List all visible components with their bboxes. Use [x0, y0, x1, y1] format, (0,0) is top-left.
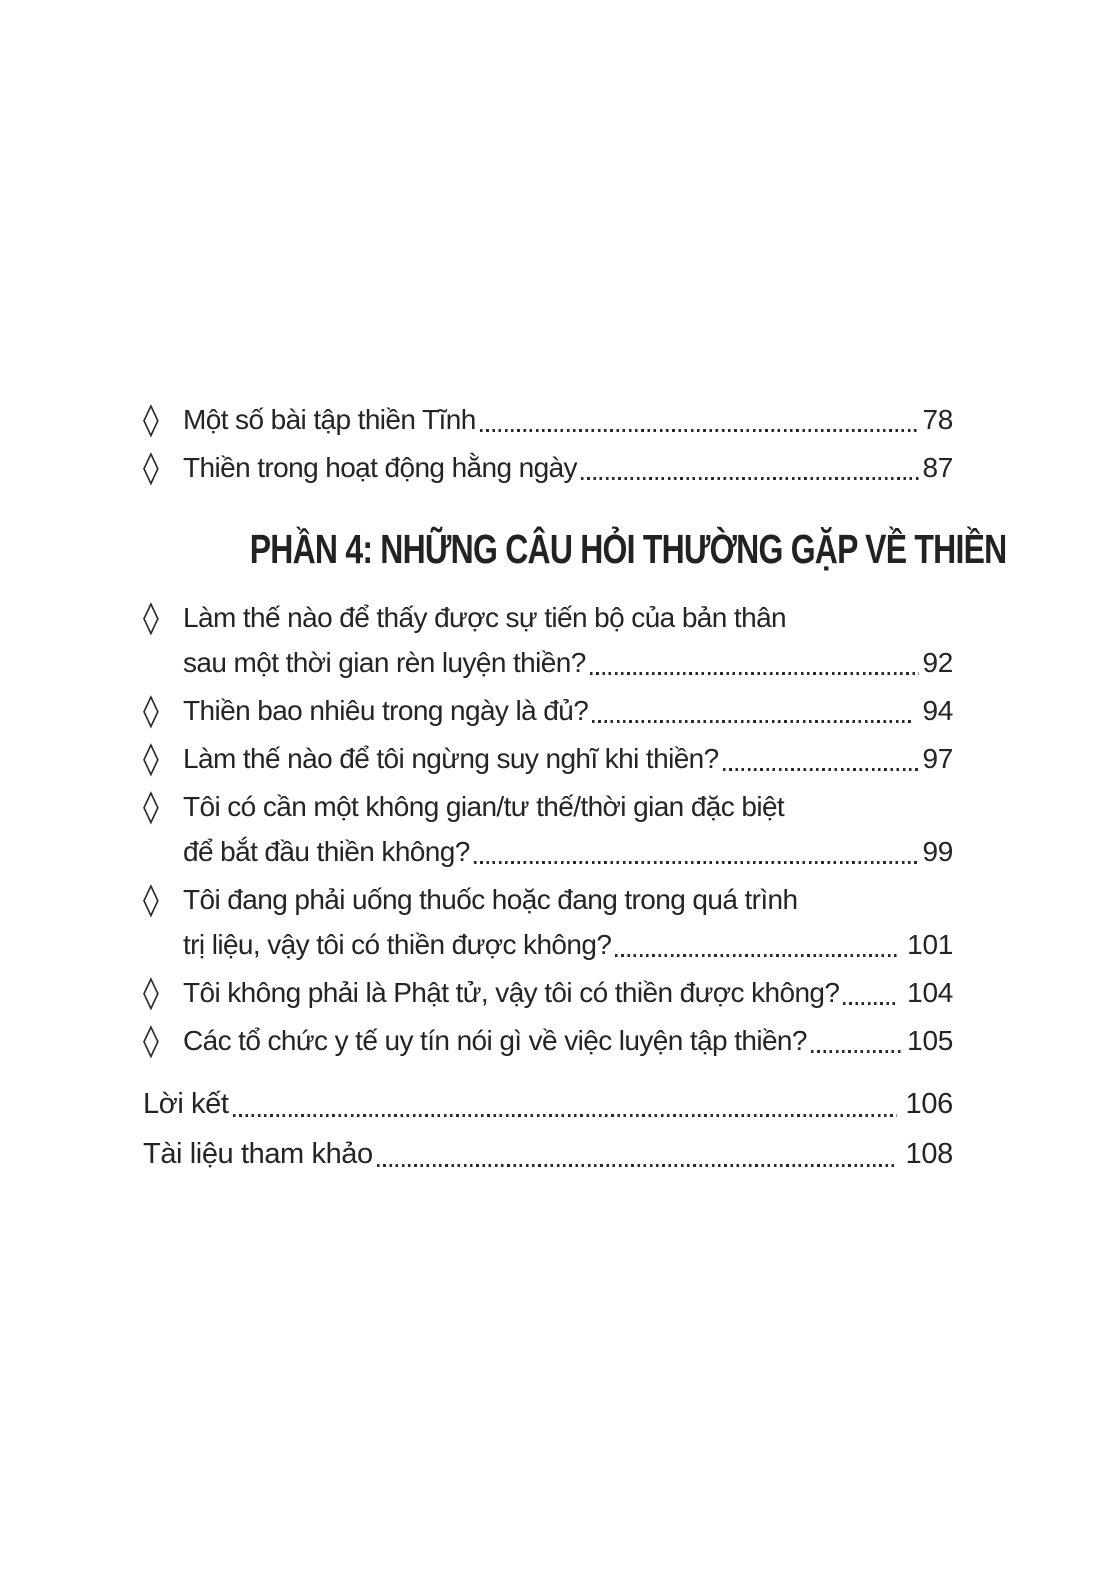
toc-entry-title: Thiền trong hoạt động hằng ngày: [183, 452, 577, 483]
page-number: 106: [905, 1088, 953, 1120]
toc-entry-continuation: trị liệu, vậy tôi có thiền được không?: [183, 929, 612, 960]
page-number: 87: [922, 452, 953, 483]
dot-leader: [723, 768, 920, 771]
toc-entry: [143, 595, 953, 685]
toc-entry-title: Tôi có cần một không gian/tư thế/thời gian đặc biệt: [183, 791, 785, 822]
page-number: 97: [922, 743, 953, 774]
diamond-bullet-icon: ◊: [143, 880, 159, 918]
dot-leader: [474, 861, 920, 864]
toc-entry-continuation: để bắt đầu thiền không?: [183, 836, 470, 867]
toc-entry-title: Một số bài tập thiền Tĩnh: [183, 404, 476, 435]
toc-entry-title: Làm thế nào để thấy được sự tiến bộ của bản thân: [183, 602, 787, 633]
back-matter: [143, 1079, 953, 1179]
toc-entry-title: Thiền bao nhiêu trong ngày là đủ?: [183, 695, 589, 726]
page-number: 104: [907, 977, 953, 1008]
diamond-bullet-icon: ◊: [143, 448, 159, 486]
back-matter-title: Lời kết: [143, 1088, 229, 1120]
toc-entry: [143, 736, 953, 781]
dot-leader: [811, 1050, 904, 1053]
page-number: 78: [922, 404, 953, 435]
section-heading: [143, 526, 1007, 572]
diamond-bullet-icon: ◊: [143, 691, 159, 729]
toc-entry-title: Tôi đang phải uống thuốc hoặc đang trong quá trình: [183, 884, 798, 915]
diamond-bullet-icon: ◊: [143, 598, 159, 636]
toc-entry: [143, 688, 953, 733]
toc-entry: [143, 445, 953, 490]
page-number: 94: [922, 695, 953, 726]
toc-entry-title: Các tổ chức y tế uy tín nói gì về việc luyện tập thiền?: [183, 1025, 807, 1056]
diamond-bullet-icon: ◊: [143, 973, 159, 1011]
dot-leader: [377, 1164, 897, 1167]
back-matter-entry: [143, 1129, 953, 1179]
toc-entry: [143, 877, 953, 967]
toc-entry-title: Tôi không phải là Phật tử, vậy tôi có thiền được không?: [183, 977, 840, 1008]
toc-entry: [143, 397, 953, 442]
diamond-bullet-icon: ◊: [143, 787, 159, 825]
toc-entry: [143, 784, 953, 874]
back-matter-entry: [143, 1079, 953, 1129]
toc-entry-continuation: sau một thời gian rèn luyện thiền?: [183, 647, 586, 678]
page-number: 108: [905, 1138, 953, 1170]
diamond-bullet-icon: ◊: [143, 400, 159, 438]
dot-leader: [233, 1114, 897, 1117]
toc-entry: [143, 1018, 953, 1063]
page-number: 101: [907, 929, 953, 960]
toc-page: [143, 397, 1007, 1179]
dot-leader: [581, 477, 920, 480]
page-number: 99: [922, 836, 953, 867]
toc-entry-title: Làm thế nào để tôi ngừng suy nghĩ khi thiền?: [183, 743, 719, 774]
back-matter-title: Tài liệu tham khảo: [143, 1138, 373, 1170]
dot-leader: [592, 720, 913, 723]
section-heading-text: PHẦN 4: NHỮNG CÂU HỎI THƯỜNG GẶP VỀ THIỀN: [249, 526, 1007, 572]
page-number: 92: [922, 647, 953, 678]
page-number: 105: [907, 1025, 953, 1056]
dot-leader: [480, 429, 920, 432]
dot-leader: [843, 1002, 898, 1005]
toc-entry: [143, 970, 953, 1015]
dot-leader: [615, 954, 898, 957]
diamond-bullet-icon: ◊: [143, 1021, 159, 1059]
diamond-bullet-icon: ◊: [143, 739, 159, 777]
dot-leader: [590, 672, 920, 675]
